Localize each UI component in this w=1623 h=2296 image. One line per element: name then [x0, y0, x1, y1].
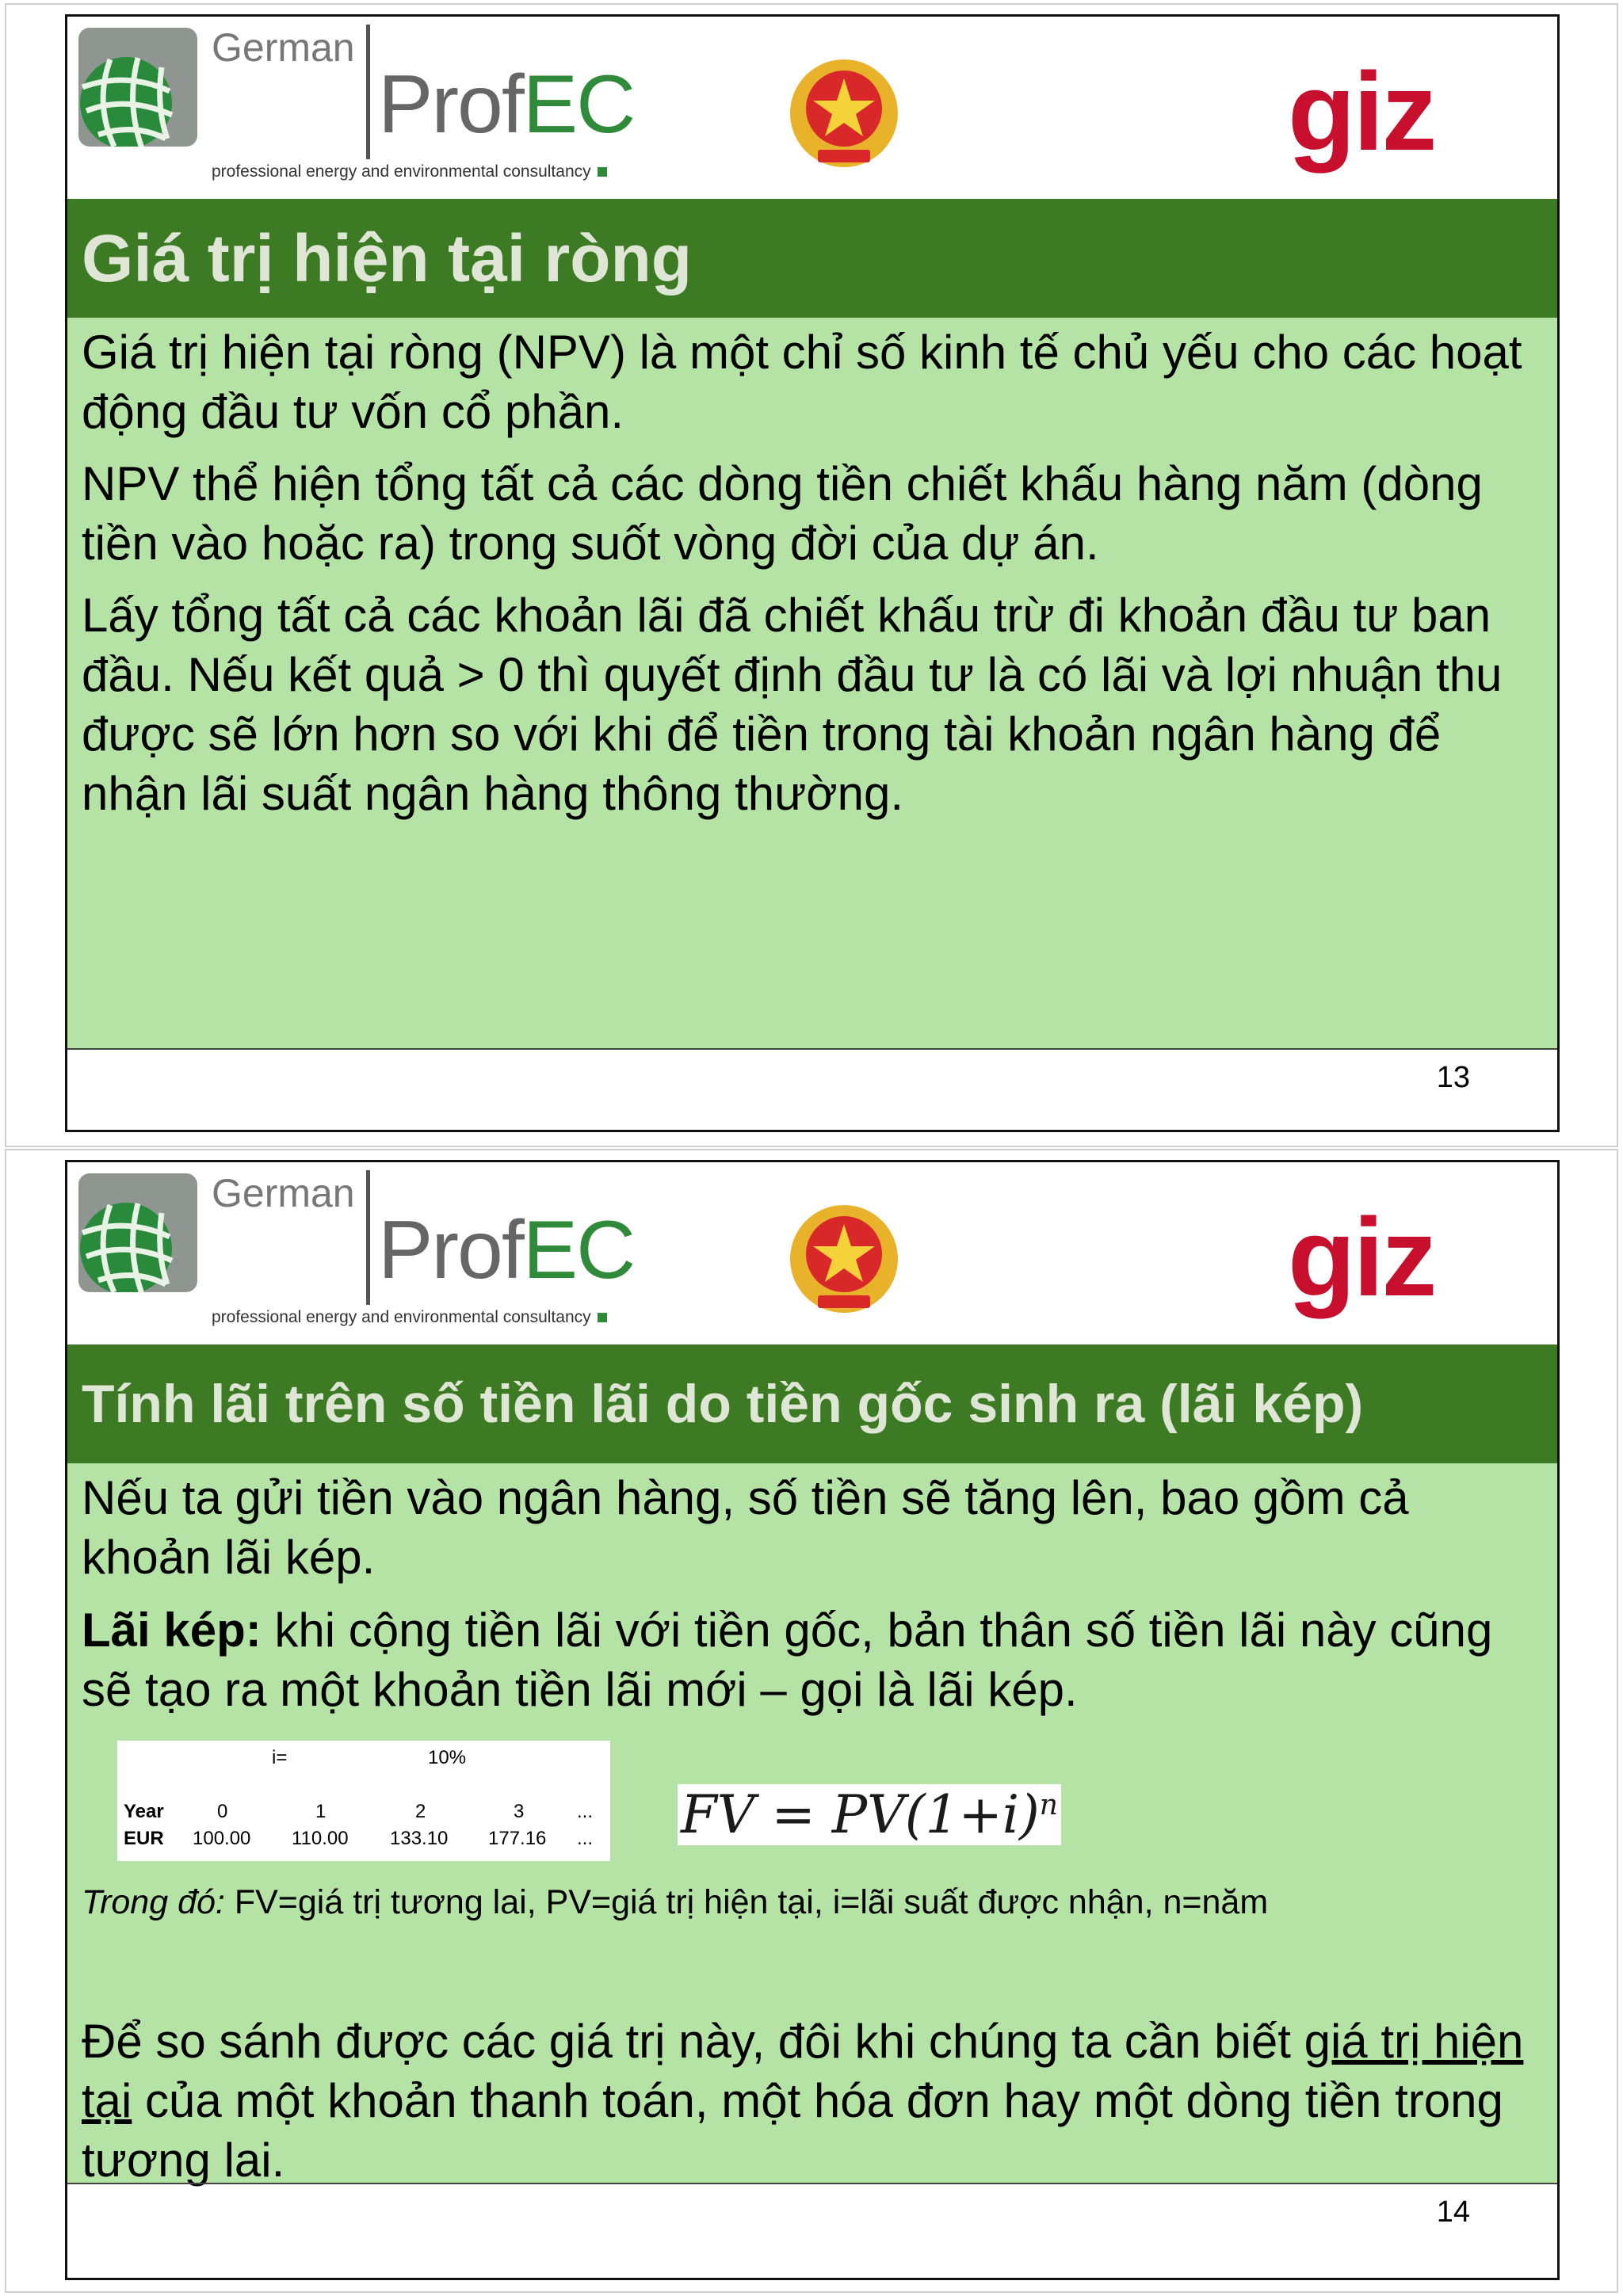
tagline-square-icon	[598, 167, 607, 177]
slide-13-title: Giá trị hiện tại ròng	[82, 220, 693, 296]
profec-divider	[366, 25, 370, 159]
present-value-text-b: của một khoản thanh toán, một hóa đơn hay một dòng tiền trong tương lai.	[82, 2074, 1503, 2187]
formula-lhs: FV	[681, 1784, 755, 1845]
slide-14-paragraph-1: Nếu ta gửi tiền vào ngân hàng, số tiền sẽ tăng lên, bao gồm cả khoản lãi kép.	[82, 1471, 1409, 1584]
eur-1: 110.00	[292, 1828, 349, 1849]
year-2: 2	[415, 1801, 426, 1822]
formula-equals: =	[771, 1784, 815, 1845]
eur-label: EUR	[124, 1828, 164, 1849]
vietnam-national-emblem-icon	[785, 1202, 903, 1321]
slide-14-body	[67, 1463, 1557, 2187]
present-value-term: giá trị hiện tại	[82, 2015, 1524, 2127]
green-globe-icon	[78, 28, 197, 147]
interest-table	[117, 1741, 610, 1861]
slide-14-paragraph-3	[82, 2012, 1526, 2190]
slide-13-paragraph-1: Giá trị hiện tại ròng (NPV) là một chỉ số kinh tế chủ yếu cho các hoạt động đầu tư vốn cổ phần.	[82, 326, 1522, 438]
rate-value: 10%	[428, 1747, 467, 1768]
logo-header	[67, 17, 1557, 199]
slide-14-footer-line	[67, 2183, 1557, 2184]
slide-13-body	[67, 318, 1557, 1048]
eur-3: 177.16	[488, 1828, 547, 1849]
year-label: Year	[124, 1801, 164, 1822]
slide-14-title: Tính lãi trên số tiền lãi do tiền gốc sinh ra (lãi kép)	[82, 1374, 1364, 1434]
giz-logo: giz	[1288, 49, 1435, 174]
german-label: German	[212, 1171, 355, 1215]
green-globe-icon	[78, 1173, 197, 1292]
profec-tagline	[212, 1308, 607, 1327]
profec-ec: EC	[522, 59, 635, 151]
year-1: 1	[315, 1801, 327, 1822]
compound-interest-label: Lãi kép:	[82, 1604, 262, 1657]
profec-prof: Prof	[378, 1204, 523, 1296]
slide-14	[65, 1160, 1560, 2280]
slide-13-title-bar	[67, 199, 1557, 318]
slide-14-title-bar	[67, 1344, 1557, 1463]
rate-label: i=	[272, 1747, 288, 1768]
slide-14-paragraph-2	[82, 1600, 1526, 1719]
slide-13	[65, 14, 1560, 1132]
year-more: ...	[577, 1801, 594, 1822]
eur-0: 100.00	[193, 1828, 251, 1849]
slide-13-footer-line	[67, 1048, 1557, 1050]
eur-more: ...	[577, 1828, 594, 1849]
compound-interest-formula	[678, 1784, 1061, 1845]
profec-tagline-text: professional energy and environmental consultancy	[212, 162, 591, 181]
year-0: 0	[217, 1801, 228, 1822]
profec-tagline	[212, 162, 607, 181]
year-3: 3	[514, 1801, 525, 1822]
logo-header	[67, 1162, 1557, 1344]
formula-legend-text: FV=giá trị tương lai, PV=giá trị hiện tại, i=lãi suất được nhận, n=năm	[224, 1883, 1269, 1921]
giz-logo: giz	[1288, 1195, 1435, 1319]
vietnam-national-emblem-icon	[785, 56, 903, 175]
formula-legend-label: Trong đó:	[82, 1883, 225, 1921]
profec-tagline-text: professional energy and environmental consultancy	[212, 1308, 591, 1326]
slide-13-paragraph-3: Lấy tổng tất cả các khoản lãi đã chiết khấu trừ đi khoản đầu tư ban đầu. Nếu kết quả > 0 thì quyết định đầu tư là có lãi và lợi nhuận thu được sẽ lớn hơn so với khi để tiền trong tài khoản ngân hàng để nhận lãi suất ngân hàng thông thường.	[82, 589, 1503, 820]
tagline-square-icon	[598, 1313, 607, 1322]
profec-prof: Prof	[378, 59, 523, 151]
profec-divider	[366, 1170, 370, 1305]
slide-14-page-number: 14	[1436, 2195, 1470, 2229]
profec-ec: EC	[522, 1204, 635, 1296]
profec-logo-text	[378, 58, 634, 152]
eur-2: 133.10	[390, 1828, 449, 1849]
formula-rhs: PV(1+i)	[831, 1784, 1040, 1845]
compound-interest-definition: khi cộng tiền lãi với tiền gốc, bản thân số tiền lãi này cũng sẽ tạo ra một khoản tiền lãi mới – gọi là lãi kép.	[82, 1604, 1493, 1716]
formula-exponent: n	[1039, 1789, 1058, 1821]
slide-13-paragraph-2: NPV thể hiện tổng tất cả các dòng tiền chiết khấu hàng năm (dòng tiền vào hoặc ra) trong suốt vòng đời của dự án.	[82, 457, 1483, 570]
present-value-text-a: Để so sánh được các giá trị này, đôi khi chúng ta cần biết	[82, 2015, 1304, 2068]
formula-legend	[82, 1883, 1268, 1922]
german-label: German	[212, 25, 355, 70]
slide-13-page-number: 13	[1436, 1061, 1470, 1094]
profec-logo-text	[378, 1203, 634, 1298]
